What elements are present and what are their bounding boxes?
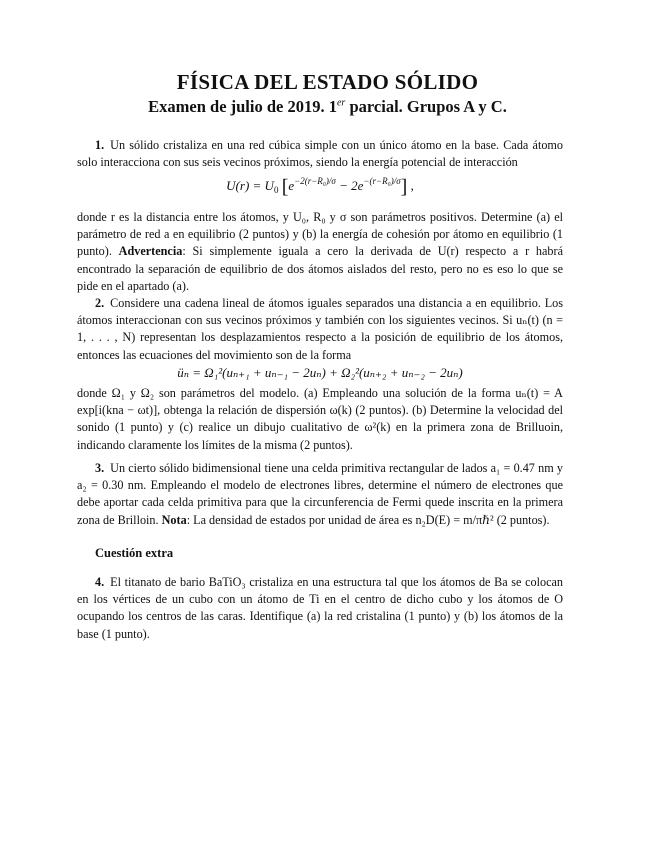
exam-subtitle: [0, 97, 655, 117]
problem-4-text: El titanato de bario BaTiO₃ cristaliza en una estructura tal que los átomos de Ba se colocan en los vértices de un cubo con un átomo de Ti en el centro de dicho cubo y los átomos de O ocupando los centros de las caras. Identifique (a) la red cristalina (1 punto) y (b) los átomos de la base (1 punto).: [77, 575, 563, 641]
problem-2-intro: [77, 295, 563, 364]
problem-1-body-text: donde r es la distancia entre los átomos, y U₀, R₀ y σ son parámetros positivos. Determine (a) el parámetro de red a en equilibrio (2 puntos) y (b) la energía de cohesión por átomo en equilibrio (1 punto).: [77, 210, 563, 259]
note-text: : La densidad de estados por unidad de área es n₂D(E) = m/πℏ² (2 puntos).: [186, 512, 550, 527]
exam-title: FÍSICA DEL ESTADO SÓLIDO: [176, 70, 479, 94]
eq1-exponent-1: −2(r−R₀)/σ: [294, 176, 336, 186]
problem-3-number: 3.: [95, 461, 105, 475]
problem-2-intro-text: Considere una cadena lineal de átomos iguales separados una distancia a en equilibrio. Los átomos interaccionan con sus vecinos próximos y también con los siguientes vecinos. Si uₙ(t) (n = 1, . . . , N) representan los desplazamientos respecto a la posición de equilibrio de los átomos, entonces las ecuaciones del movimiento son de la forma: [77, 296, 563, 362]
problem-3-text: Un cierto sólido bidimensional tiene una celda primitiva rectangular de lados a₁ = 0.47 nm y a₂ = 0.30 nm. Empleando el modelo de electrones libres, determine el número de electrones que debe aportar cada celda primitiva para que la circunferencia de Fermi quede inscrita en la primera zona de Brilloin.: [77, 461, 563, 527]
eq1-exponent-2: −(r−R₀)/σ: [363, 176, 401, 186]
problem-1-intro-text: Un sólido cristaliza en una red cúbica simple con un único átomo en la base. Cada átomo solo interacciona con sus seis vecinos próximos, siendo la energía potencial de interacción: [77, 138, 563, 170]
problem-2-number: 2.: [95, 296, 105, 310]
subtitle-sup: er: [336, 97, 346, 109]
problem-2-equation: üₙ = Ω₁²(uₙ₊₁ + uₙ₋₁ − 2uₙ) + Ω₂²(uₙ₊₂ + uₙ₋₂ − 2uₙ): [177, 365, 463, 380]
warning-label: Advertencia: [118, 244, 183, 259]
eq1-lhs: U(r) = U: [226, 178, 274, 193]
problem-1-body: [77, 209, 563, 295]
problem-4: [77, 574, 563, 643]
subtitle-post: parcial. Grupos A y C.: [345, 97, 507, 116]
warning-text: : Si simplemente iguala a cero la derivada de U(r) respecto a r habrá encontrado la separación de equilibrio de dos átomos aislados del resto, pero no es eso lo que se pide en el apartado (a).: [77, 244, 563, 293]
problem-4-number: 4.: [95, 575, 105, 589]
extra-heading: Cuestión extra: [95, 546, 174, 560]
note-label: Nota: [161, 512, 187, 527]
problem-1-intro: [77, 137, 563, 171]
problem-3: [77, 460, 563, 529]
problem-1-number: 1.: [95, 138, 105, 152]
subtitle-pre: Examen de julio de 2019. 1: [148, 97, 337, 116]
problem-2-body: donde Ω₁ y Ω₂ son parámetros del modelo. (a) Empleando una solución de la forma uₙ(t) = A exp[i(kna − ωt)], obtenga la relación de dispersión ω(k) (2 puntos). (b) Determine la velocidad del sonido (1 punto) y (c) realice un dibujo cualitativo de ω²(k) en la primera zona de Brilluoin, indicando claramente los límites de la misma (2 puntos).: [77, 386, 563, 452]
problem-1-equation: $U(r) = U_0$ $[e^{-2(r-R_0)/\sigma} - 2e^{-(r-R_0)/\sigma}]$ ,: [226, 176, 414, 198]
